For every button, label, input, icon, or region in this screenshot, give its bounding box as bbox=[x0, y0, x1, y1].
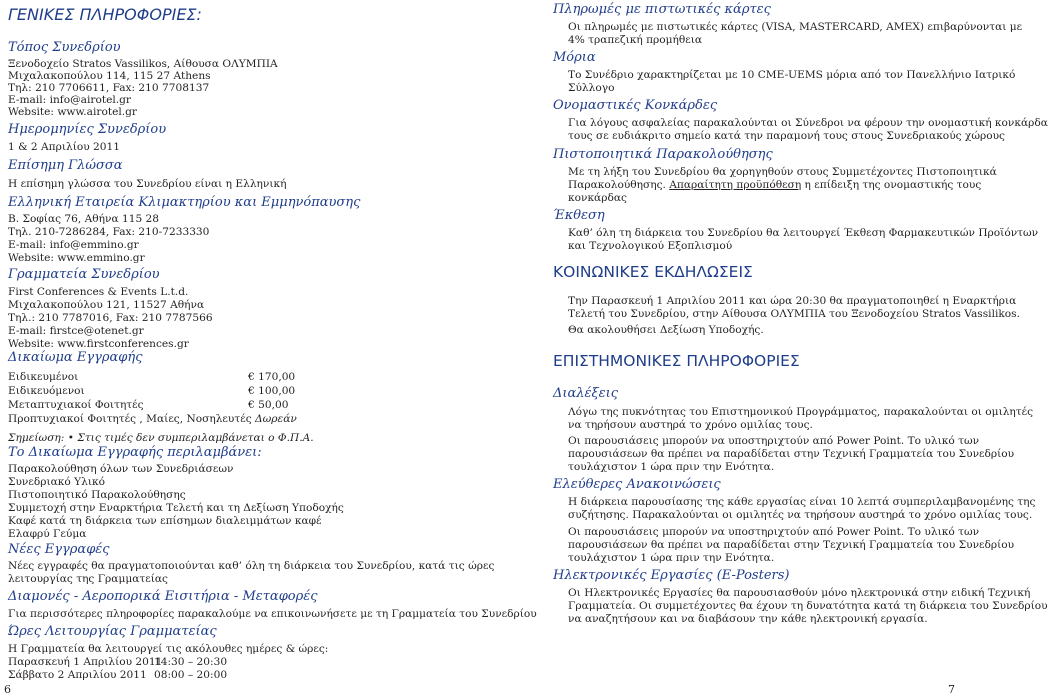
new-reg-heading: Νέες Εγγραφές bbox=[8, 542, 110, 557]
includes-line: Συνεδριακό Υλικό bbox=[8, 476, 105, 488]
society-line: E-mail: info@emmino.gr bbox=[8, 239, 139, 251]
includes-line: Πιστοποιητικό Παρακολούθησης bbox=[8, 489, 186, 501]
fee-value: Δωρεάν bbox=[255, 413, 297, 425]
secretariat-line: Τηλ.: 210 7787016, Fax: 210 7787566 bbox=[8, 312, 213, 324]
includes-line: Συμμετοχή στην Εναρκτήρια Τελετή και τη Δεξίωση Υποδοχής bbox=[8, 502, 344, 514]
free-line: Οι παρουσιάσεις μπορούν να υποστηριχτούν από Power Point. Το υλικό των bbox=[568, 526, 980, 538]
page-number-right: 7 bbox=[948, 683, 955, 696]
secretariat-line: E-mail: firstce@otenet.gr bbox=[8, 325, 144, 337]
society-line: Website: www.emmino.gr bbox=[8, 252, 145, 264]
includes-line: Παρακολούθηση όλων των Συνεδριάσεων bbox=[8, 463, 234, 475]
cards-heading: Πληρωμές με πιστωτικές κάρτες bbox=[553, 2, 771, 17]
cards-line: Οι πληρωμές με πιστωτικές κάρτες (VISA, MASTERCARD, AMEX) επιβαρύνονται με bbox=[568, 21, 1023, 33]
lectures-heading: Διαλέξεις bbox=[553, 386, 618, 401]
fee-label: Προπτυχιακοί Φοιτητές , Μαίες, Νοσηλευτές bbox=[8, 413, 252, 425]
exhibition-heading: Έκθεση bbox=[553, 208, 605, 223]
fee-label: Ειδικευμένοι bbox=[8, 371, 79, 383]
posters-line: Οι Ηλεκτρονικές Εργασίες θα παρουσιασθούν μόνο ηλεκτρονικά στην ειδική Τεχνική bbox=[568, 587, 1031, 599]
fees-heading: Δικαίωμα Εγγραφής bbox=[8, 350, 143, 365]
secretariat-line: Μιχαλακοπούλου 121, 11527 Αθήνα bbox=[8, 299, 205, 311]
lectures-line: να τηρήσουν αυστηρά το χρόνο ομιλίας τους. bbox=[568, 419, 813, 431]
posters-line: Γραμματεία. Οι συμμετέχοντες θα έχουν τη δυνατότητα κατά τη διάρκεια του Συνεδρίου bbox=[568, 600, 1048, 612]
language-heading: Επίσημη Γλώσσα bbox=[8, 158, 123, 173]
social-line: Την Παρασκευή 1 Απριλίου 2011 και ώρα 20:30 θα πραγματοποιηθεί η Εναρκτήρια bbox=[568, 295, 1017, 307]
dates-heading: Ημερομηνίες Συνεδρίου bbox=[8, 122, 167, 137]
badges-line: Για λόγους ασφαλείας παρακαλούνται οι Σύνεδροι να φέρουν την ονομαστική κονκάρδα bbox=[568, 117, 1048, 129]
page-number-left: 6 bbox=[4, 683, 11, 696]
venue-line: E-mail: info@airotel.gr bbox=[8, 94, 131, 106]
lectures-line: παρουσιάσεων θα πρέπει να παραδίδεται στην Τεχνική Γραμματεία του Συνεδρίου bbox=[568, 448, 1015, 460]
credits-heading: Μόρια bbox=[553, 50, 596, 65]
includes-line: Ελαφρύ Γεύμα bbox=[8, 528, 87, 540]
social-title: ΚΟΙΝΩΝΙΚΕΣ ΕΚΔΗΛΩΣΕΙΣ bbox=[553, 263, 753, 281]
lectures-line: Λόγω της πυκνότητας του Επιστημονικού Προγράμματος, παρακαλούνται οι ομιλητές bbox=[568, 406, 1034, 418]
hours-heading: Ώρες Λειτουργίας Γραμματείας bbox=[8, 624, 217, 639]
free-line: Η διάρκεια παρουσίασης της κάθε εργασίας είναι 10 λεπτά συμπεριλαμβανομένης της bbox=[568, 496, 1036, 508]
venue-line: Ξενοδοχείο Stratos Vassilikos, Αίθουσα ΟΛΥΜΠΙΑ bbox=[8, 58, 278, 70]
certificates-line: κονκάρδας bbox=[568, 192, 627, 204]
free-heading: Ελεύθερες Ανακοινώσεις bbox=[553, 477, 721, 492]
badges-line: τους σε ευδιάκριτο σημείο κατά την παραμονή τους στους Συνεδριακούς χώρους bbox=[568, 130, 1005, 142]
venue-line: Μιχαλακοπούλου 114, 115 27 Athens bbox=[8, 70, 211, 82]
fee-value: € 100,00 bbox=[248, 385, 296, 397]
hours-day: Σάββατο 2 Απριλίου 2011 bbox=[8, 669, 147, 681]
certificates-text: η επίδειξη της ονομαστικής τους bbox=[801, 179, 982, 191]
scientific-title: ΕΠΙΣΤΗΜΟΝΙΚΕΣ ΠΛΗΡΟΦΟΡΙΕΣ bbox=[553, 352, 800, 370]
society-heading: Ελληνική Εταιρεία Κλιμακτηρίου και Εμμηνόπαυσης bbox=[8, 195, 361, 210]
hours-text: Η Γραμματεία θα λειτουργεί τις ακόλουθες ημέρες & ώρες: bbox=[8, 643, 329, 655]
requirement-emphasis: Απαραίτητη προϋπόθεση bbox=[669, 179, 802, 191]
fee-value: € 50,00 bbox=[248, 399, 289, 411]
hours-time: 14:30 – 20:30 bbox=[154, 656, 228, 668]
secretariat-line: First Conferences & Events L.t.d. bbox=[8, 286, 189, 298]
lectures-line: τουλάχιστον 1 ώρα πριν την Ενότητα. bbox=[568, 461, 775, 473]
exhibition-line: και Τεχνολογικού Εξοπλισμού bbox=[568, 240, 733, 252]
stay-text: Για περισσότερες πληροφορίες παρακαλούμε να επικοινωνήσετε με τη Γραμματεία του Συνεδρίου bbox=[8, 608, 537, 620]
includes-heading: Το Δικαίωμα Εγγραφής περιλαμβάνει: bbox=[8, 445, 262, 460]
free-line: τουλάχιστον 1 ώρα πριν την Ενότητα. bbox=[568, 552, 775, 564]
main-title: ΓΕΝΙΚΕΣ ΠΛΗΡΟΦΟΡΙΕΣ: bbox=[8, 5, 202, 24]
society-line: Τηλ. 210-7286284, Fax: 210-7233330 bbox=[8, 226, 210, 238]
credits-line: Σύλλογο bbox=[568, 82, 615, 94]
free-line: παρουσιάσεων θα πρέπει να παραδίδεται στην Τεχνική Γραμματεία του Συνεδρίου bbox=[568, 539, 1015, 551]
credits-line: Το Συνέδριο χαρακτηρίζεται με 10 CME-UEMS μόρια από τον Πανελλήνιο Ιατρικό bbox=[568, 69, 1016, 81]
posters-heading: Ηλεκτρονικές Εργασίες (E-Posters) bbox=[553, 568, 790, 583]
stay-heading: Διαμονές - Αεροπορικά Εισιτήρια - Μεταφορές bbox=[8, 589, 318, 604]
new-reg-line: Νέες εγγραφές θα πραγματοποιούνται καθ’ όλη τη διάρκεια του Συνεδρίου, κατά τις ώρες bbox=[8, 560, 495, 572]
dates-text: 1 & 2 Απριλίου 2011 bbox=[8, 141, 121, 153]
fee-value: € 170,00 bbox=[248, 371, 296, 383]
exhibition-line: Καθ’ όλη τη διάρκεια του Συνεδρίου θα λειτουργεί Έκθεση Φαρμακευτικών Προϊόντων bbox=[568, 227, 1039, 239]
certificates-line bbox=[568, 179, 981, 191]
venue-line: Website: www.airotel.gr bbox=[8, 106, 137, 118]
posters-line: να αναζητήσουν και να διαβάσουν την κάθε ηλεκτρονική εργασία. bbox=[568, 613, 928, 625]
venue-heading: Τόπος Συνεδρίου bbox=[8, 40, 121, 55]
secretariat-heading: Γραμματεία Συνεδρίου bbox=[8, 267, 160, 282]
free-line: συζήτησης. Παρακαλούνται οι ομιλητές να τηρήσουν αυστηρά το χρόνο ομιλίας τους. bbox=[568, 509, 1033, 521]
badges-heading: Ονομαστικές Κονκάρδες bbox=[553, 98, 718, 113]
venue-line: Τηλ: 210 7706611, Fax: 210 7708137 bbox=[8, 82, 210, 94]
lectures-line: Οι παρουσιάσεις μπορούν να υποστηριχτούν από Power Point. Το υλικό των bbox=[568, 435, 980, 447]
certificates-heading: Πιστοποιητικά Παρακολούθησης bbox=[553, 147, 773, 162]
new-reg-line: λειτουργίας της Γραμματείας bbox=[8, 573, 168, 585]
hours-day: Παρασκευή 1 Απριλίου 2011 bbox=[8, 656, 163, 668]
certificates-line: Με τη λήξη του Συνεδρίου θα χορηγηθούν στους Συμμετέχοντες Πιστοποιητικά bbox=[568, 166, 997, 178]
social-follow: Θα ακολουθήσει Δεξίωση Υποδοχής. bbox=[568, 324, 764, 336]
society-line: Β. Σοφίας 76, Αθήνα 115 28 bbox=[8, 213, 160, 225]
fee-label: Ειδικευόμενοι bbox=[8, 385, 85, 397]
fee-label: Μεταπτυχιακοί Φοιτητές bbox=[8, 399, 144, 411]
secretariat-line: Website: www.firstconferences.gr bbox=[8, 338, 189, 350]
cards-line: 4% τραπεζική προμήθεια bbox=[568, 34, 703, 46]
hours-time: 08:00 – 20:00 bbox=[154, 669, 228, 681]
includes-line: Καφέ κατά τη διάρκεια των επίσημων διαλειμμάτων καφέ bbox=[8, 515, 322, 527]
fees-note: Σημείωση: • Στις τιμές δεν συμπεριλαμβάνεται ο Φ.Π.Α. bbox=[8, 432, 314, 444]
language-text: Η επίσημη γλώσσα του Συνεδρίου είναι η Ελληνική bbox=[8, 178, 287, 190]
certificates-text: Παρακολούθησης. bbox=[568, 179, 670, 191]
social-line: Τελετή του Συνεδρίου, στην Αίθουσα ΟΛΥΜΠΙΑ του Ξενοδοχείου Stratos Vassilikos. bbox=[568, 308, 1020, 320]
